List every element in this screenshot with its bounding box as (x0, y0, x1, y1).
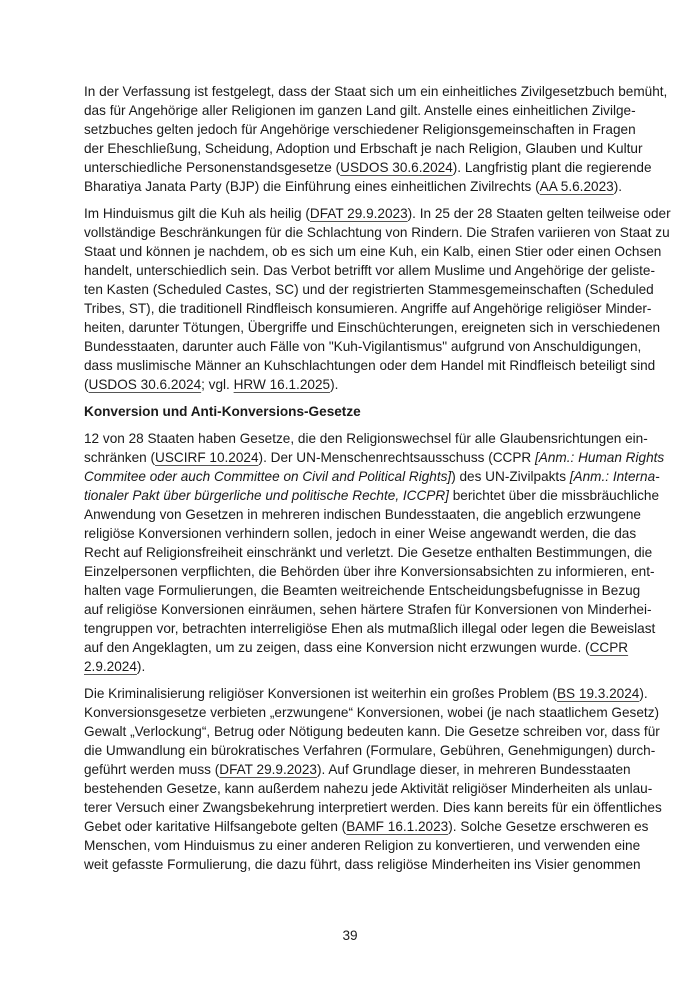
text-segment: ). (613, 179, 623, 194)
text-line (84, 82, 668, 101)
editor-note: [Anm.: Interna- (569, 469, 660, 484)
citation-link[interactable]: USDOS 30.6.2024 (88, 377, 202, 392)
text-line (84, 204, 671, 223)
text-segment: unterschiedliche Personenstandsgesetze ( (84, 160, 341, 175)
text-segment: ). Solche Gesetze erschweren es (448, 819, 649, 834)
text-line (84, 703, 660, 722)
text-segment: terer Versuch einer Zwangsbekehrung interpretiert werden. Dies kann bereits für ein öffentliches (84, 800, 662, 815)
text-segment: vollständige Beschränkungen für die Schlachtung von Rindern. Die Strafen variieren von Staat zu (84, 225, 670, 240)
text-segment: Die Kriminalisierung religiöser Konversionen ist weiterhin ein großes Problem ( (84, 686, 557, 701)
text-line (84, 855, 641, 874)
text-segment: setzbuches gelten jedoch für Angehörige verschiedener Religionsgemeinschaften in Fragen (84, 122, 636, 137)
paragraph (84, 684, 662, 874)
text-line (84, 581, 641, 600)
text-line (84, 562, 655, 581)
text-line (84, 223, 670, 242)
text-line (84, 299, 652, 318)
document-body (84, 82, 671, 882)
text-line (84, 429, 648, 448)
text-line (84, 638, 629, 657)
text-line (84, 524, 637, 543)
citation-link[interactable]: 2.9.2024 (84, 659, 137, 674)
citation-link[interactable]: DFAT 29.9.2023 (219, 762, 317, 777)
text-segment: Recht auf Religionsfreiheit einschränkt und verletzt. Die Gesetze enthalten Bestimmungen, die (84, 545, 653, 560)
text-segment: Anwendung von Gesetzen in mehreren indischen Bundesstaaten, die angeblich erzwungene (84, 507, 641, 522)
text-line (84, 120, 636, 139)
text-segment: weit gefasste Formulierung, die dazu führt, dass religiöse Minderheiten ins Visier genommen (84, 857, 641, 872)
text-segment: ). Auf Grundlage dieser, in mehreren Bundesstaaten (317, 762, 631, 777)
text-line (84, 318, 661, 337)
text-line (84, 356, 656, 375)
text-segment: geführt werden muss ( (84, 762, 220, 777)
citation-link[interactable]: USCIRF 10.2024 (155, 450, 259, 465)
text-segment: berichtet über die missbräuchliche (448, 488, 660, 503)
text-line (84, 261, 655, 280)
text-segment: Einzelpersonen verpflichten, die Behörden über ihre Konversionsabsichten zu informieren, ent- (84, 564, 655, 579)
text-line (84, 722, 660, 741)
paragraph (84, 204, 671, 394)
text-segment: ). In 25 der 28 Staaten gelten teilweise oder (407, 206, 671, 221)
paragraph (84, 429, 665, 676)
text-line (84, 101, 636, 120)
text-segment: ( (84, 377, 89, 392)
text-line (84, 600, 652, 619)
text-line (84, 158, 652, 177)
text-segment: tengruppen vor, betrachten interreligiöse Ehen als mutmaßlich illegal oder legen die Beweislast (84, 621, 656, 636)
text-line (84, 280, 654, 299)
text-segment: ). (330, 377, 339, 392)
citation-link[interactable]: CCPR (589, 640, 629, 655)
text-line (84, 684, 648, 703)
text-segment: Tribes, ST), die traditionell Rindfleisch konsumieren. Angriffe auf Angehörige religiöser Minder- (84, 301, 652, 316)
text-segment: auf religiöse Konversionen einräumen, sehen härtere Strafen für Konversionen von Minderhei- (84, 602, 652, 617)
text-line (84, 798, 662, 817)
text-line (84, 836, 641, 855)
text-line (84, 505, 641, 524)
editor-note: tionaler Pakt über bürgerliche und politische Rechte, ICCPR] (84, 488, 449, 503)
text-segment: Menschen, vom Hinduismus zu einer anderen Religion zu konvertieren, und verwenden eine (84, 838, 641, 853)
text-segment: heiten, darunter Tötungen, Übergriffe und Einschüchterungen, ereigneten sich in verschiedenen (84, 320, 661, 335)
citation-link[interactable]: AA 5.6.2023 (539, 179, 614, 194)
text-line (84, 177, 623, 196)
editor-note: Commitee oder auch Committee on Civil and Political Rights] (84, 469, 452, 484)
page-number: 39 (342, 928, 358, 943)
citation-link[interactable]: DFAT 29.9.2023 (309, 206, 408, 221)
text-segment: Gewalt „Verlockung“, Betrug oder Nötigung bedeuten kann. Die Gesetze schreiben vor, dass für (84, 724, 660, 739)
text-segment: halten vage Formulierungen, die Beamten weitreichende Entscheidungsbefugnisse in Bezug (84, 583, 641, 598)
text-line (84, 657, 617, 676)
text-segment: Im Hinduismus gilt die Kuh als heilig ( (84, 206, 310, 221)
text-segment: ten Kasten (Scheduled Castes, SC) und der registrierten Stammesgemeinschaften (Scheduled (84, 282, 654, 297)
text-segment: ). (639, 686, 648, 701)
text-segment: ). (136, 659, 146, 674)
section-heading: Konversion und Anti-Konversions-Gesetze (84, 404, 361, 419)
text-segment: bestehenden Gesetze, kann außerdem nahezu jede Aktivität religiöser Minderheiten als unlau- (84, 781, 653, 796)
text-line (84, 448, 665, 467)
text-segment: religiöse Konversionen verhindern sollen, jedoch in einer Weise angewandt werden, die das (84, 526, 637, 541)
text-segment: Bundesstaaten, darunter auch Fälle von "Kuh-Vigilantismus" aufgrund von Anschuldigungen, (84, 339, 642, 354)
text-segment: das für Angehörige aller Religionen im ganzen Land gilt. Anstelle eines einheitlichen Zivilge- (84, 103, 636, 118)
text-line (84, 817, 649, 836)
text-line (84, 486, 660, 505)
text-line (84, 619, 656, 638)
editor-note: [Anm.: Human Rights (535, 450, 665, 465)
text-segment: dass muslimische Männer an Kuhschlachtungen oder dem Handel mit Rindfleisch beteiligt sind (84, 358, 656, 373)
text-segment: 12 von 28 Staaten haben Gesetze, die den Religionswechsel für alle Glaubensrichtungen ein- (84, 431, 648, 446)
text-line (84, 375, 617, 394)
text-segment: schränken ( (84, 450, 156, 465)
text-segment: Staat und können je nachdem, ob es sich um eine Kuh, ein Kalb, einen Stier oder einen Ochsen (84, 244, 662, 259)
text-line (84, 779, 653, 798)
citation-link[interactable]: HRW 16.1.2025 (233, 377, 331, 392)
text-segment: der Eheschließung, Scheidung, Adoption und Erbschaft je nach Religion, Glauben und Kultur (84, 141, 643, 156)
text-line (84, 139, 643, 158)
citation-link[interactable]: BS 19.3.2024 (556, 686, 640, 701)
citation-link[interactable]: USDOS 30.6.2024 (340, 160, 453, 175)
text-line (84, 337, 642, 356)
text-segment: ) des UN-Zivilpakts (451, 469, 570, 484)
text-segment: Konversionsgesetze verbieten „erzwungene“ Konversionen, wobei (je nach staatlichem Gesetz) (84, 705, 660, 720)
text-segment: die Umwandlung ein bürokratisches Verfahren (Formulare, Gebühren, Genehmigungen) durch- (84, 743, 656, 758)
citation-link[interactable]: BAMF 16.1.2023 (346, 819, 449, 834)
text-segment: ). Der UN-Menschenrechtsausschuss (CCPR (258, 450, 536, 465)
text-segment: Bharatiya Janata Party (BJP) die Einführung eines einheitlichen Zivilrechts ( (84, 179, 540, 194)
text-segment: handelt, unterschiedlich sein. Das Verbot betrifft vor allem Muslime und Angehörige der geliste- (84, 263, 655, 278)
paragraph (84, 82, 668, 196)
text-segment: ). Langfristig plant die regierende (452, 160, 652, 175)
text-segment: auf den Angeklagten, um zu zeigen, dass eine Konversion nicht erzwungen wurde. ( (84, 640, 590, 655)
text-segment: In der Verfassung ist festgelegt, dass der Staat sich um ein einheitliches Zivilgesetzbuch bemüht, (84, 84, 668, 99)
text-line (84, 543, 653, 562)
text-line (84, 242, 662, 261)
text-line (84, 741, 656, 760)
text-line (84, 467, 660, 486)
text-segment: ; vgl. (201, 377, 234, 392)
text-segment: Gebet oder karitative Hilfsangebote gelten ( (84, 819, 347, 834)
text-line (84, 760, 631, 779)
